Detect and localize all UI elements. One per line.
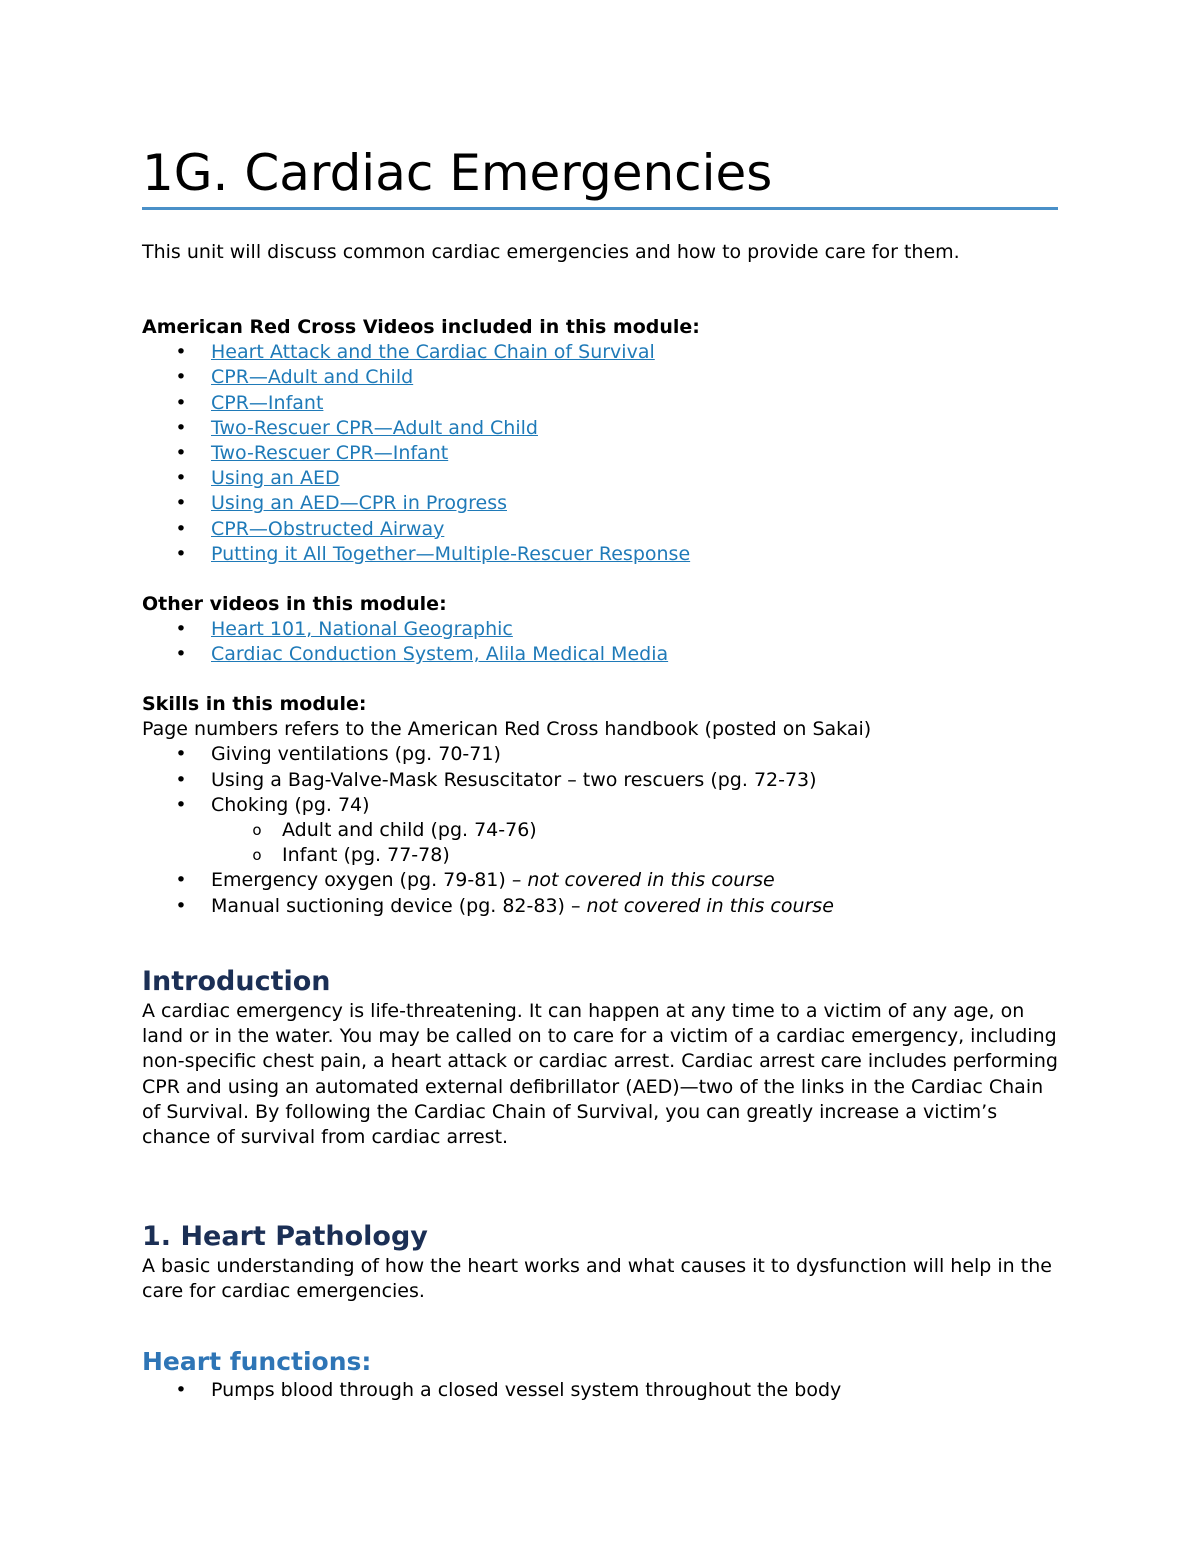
skill-text: Emergency oxygen (pg. 79-81) –	[211, 869, 528, 892]
list-item	[142, 441, 1058, 466]
list-item	[142, 894, 1058, 919]
skill-text: Choking (pg. 74)	[211, 793, 370, 816]
skill-text: Giving ventilations (pg. 70-71)	[211, 743, 501, 766]
sub-list-item	[142, 843, 1058, 868]
intro-text: This unit will discuss common cardiac emergencies and how to provide care for them.	[142, 241, 960, 263]
bullet-icon: •	[175, 542, 187, 565]
list-item	[142, 642, 1058, 667]
bullet-icon: •	[175, 793, 187, 816]
function-text: Pumps blood through a closed vessel system throughout the body	[211, 1379, 842, 1401]
bullet-icon: •	[175, 442, 187, 465]
heart-pathology-section	[142, 1220, 1058, 1304]
skill-text: Using a Bag-Valve-Mask Resuscitator – two rescuers (pg. 72-73)	[211, 768, 817, 791]
not-covered-note: not covered in this course	[527, 869, 775, 892]
list-item	[142, 517, 1058, 542]
skill-text: Adult and child (pg. 74-76)	[282, 819, 537, 842]
bullet-icon: •	[175, 391, 187, 414]
list-item	[142, 491, 1058, 516]
intro-section	[142, 240, 1058, 265]
introduction-heading: Introduction	[142, 966, 331, 997]
bullet-icon: •	[175, 643, 187, 666]
bullet-icon: •	[175, 517, 187, 540]
skills-note: Page numbers refers to the American Red Cross handbook (posted on Sakai)	[142, 718, 872, 741]
list-item	[142, 466, 1058, 491]
bullet-icon: •	[175, 341, 187, 364]
video-link[interactable]: Two-Rescuer CPR—Infant	[211, 442, 449, 465]
list-item	[142, 340, 1058, 365]
bullet-icon: •	[175, 768, 187, 791]
bullet-icon: •	[175, 743, 187, 766]
heart-functions-heading: Heart functions:	[142, 1347, 372, 1376]
other-videos-heading: Other videos in this module:	[142, 593, 447, 615]
bullet-icon: •	[175, 894, 187, 917]
skills-heading: Skills in this module:	[142, 693, 367, 715]
video-link[interactable]: Two-Rescuer CPR—Adult and Child	[211, 416, 538, 439]
video-link[interactable]: Cardiac Conduction System, Alila Medical Media	[211, 643, 669, 666]
bullet-icon: •	[175, 1379, 187, 1401]
video-link[interactable]: CPR—Obstructed Airway	[211, 517, 445, 540]
sub-list-item	[142, 818, 1058, 843]
circle-bullet-icon: o	[252, 846, 262, 865]
arc-videos-heading: American Red Cross Videos included in this module:	[142, 316, 700, 338]
list-item	[142, 868, 1058, 893]
skill-text: Manual suctioning device (pg. 82-83) –	[211, 894, 587, 917]
list-item	[142, 617, 1058, 642]
not-covered-note: not covered in this course	[586, 894, 834, 917]
heart-functions-section	[142, 1346, 1058, 1403]
bullet-icon: •	[175, 492, 187, 515]
bullet-icon: •	[175, 416, 187, 439]
video-link[interactable]: Using an AED	[211, 467, 340, 490]
list-item	[142, 793, 1058, 818]
other-videos-section	[142, 592, 1058, 668]
other-videos-list	[142, 617, 1058, 667]
arc-videos-section	[142, 315, 1058, 567]
list-item	[142, 742, 1058, 767]
list-item	[142, 542, 1058, 567]
list-item	[142, 391, 1058, 416]
video-link[interactable]: CPR—Infant	[211, 391, 324, 414]
skill-text: Infant (pg. 77-78)	[282, 844, 450, 867]
video-link[interactable]: Using an AED—CPR in Progress	[211, 492, 507, 515]
page-title: 1G. Cardiac Emergencies	[142, 144, 773, 202]
heart-functions-list	[142, 1378, 1058, 1403]
skills-section	[142, 692, 1058, 919]
circle-bullet-icon: o	[252, 821, 262, 840]
title-rule	[142, 207, 1058, 210]
list-item	[142, 1378, 1058, 1403]
heart-pathology-heading: 1. Heart Pathology	[142, 1221, 428, 1252]
bullet-icon: •	[175, 618, 187, 641]
introduction-text: A cardiac emergency is life-threatening. It can happen at any time to a victim of any age, on land or in the water. You may be called on to care for a victim of a cardiac emergency, including non-specific chest pain, a heart attack or cardiac arrest. Cardiac arrest care includes performing CPR and using an automated external defibrillator (AED)—two of the links in the Cardiac Chain of Survival. By following the Cardiac Chain of Survival, you can greatly increase a victim’s chance of survival from cardiac arrest.	[142, 1000, 1058, 1149]
list-item	[142, 768, 1058, 793]
video-link[interactable]: CPR—Adult and Child	[211, 366, 414, 389]
list-item	[142, 365, 1058, 390]
skills-list	[142, 742, 1058, 918]
list-item	[142, 416, 1058, 441]
heart-pathology-text: A basic understanding of how the heart works and what causes it to dysfunction will help in the care for cardiac emergencies.	[142, 1255, 1052, 1303]
bullet-icon: •	[175, 366, 187, 389]
bullet-icon: •	[175, 467, 187, 490]
video-link[interactable]: Heart Attack and the Cardiac Chain of Survival	[211, 341, 655, 364]
arc-videos-list	[142, 340, 1058, 567]
video-link[interactable]: Putting it All Together—Multiple-Rescuer Response	[211, 542, 691, 565]
video-link[interactable]: Heart 101, National Geographic	[211, 618, 513, 641]
bullet-icon: •	[175, 869, 187, 892]
introduction-section	[142, 965, 1058, 1150]
